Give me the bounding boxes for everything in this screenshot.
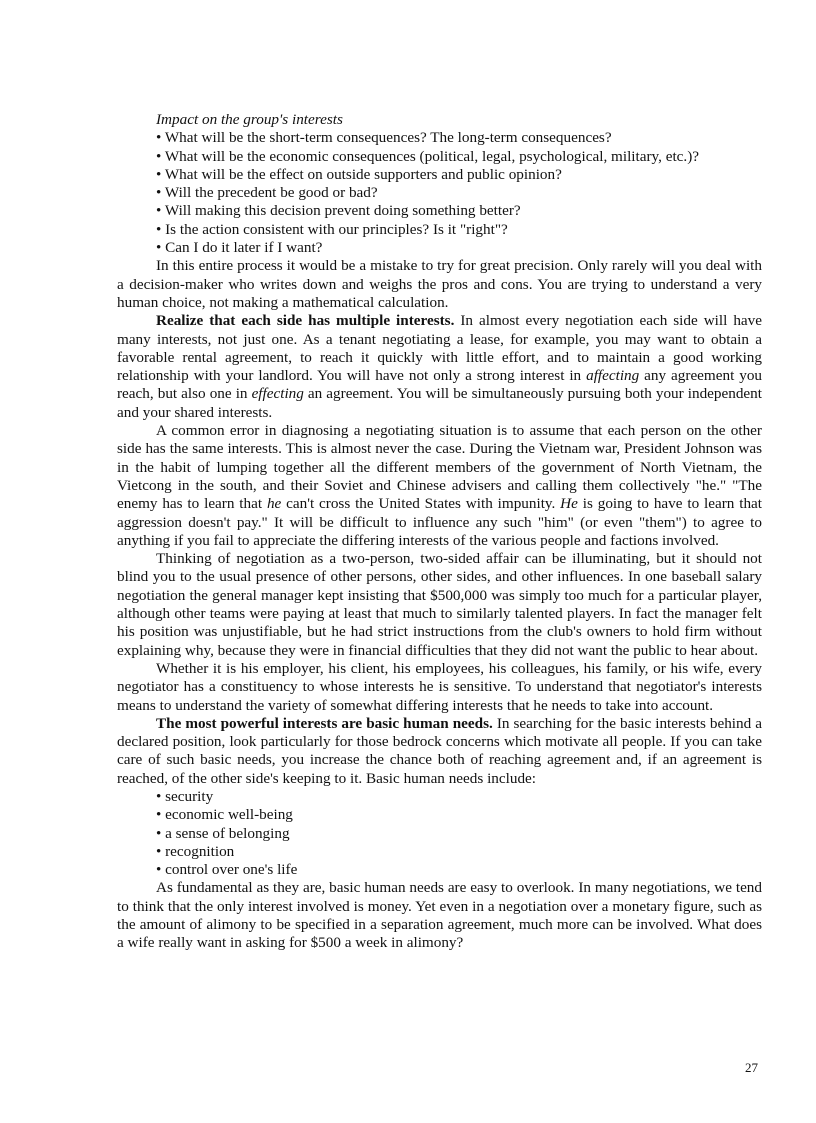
emphasis: affecting <box>586 367 640 385</box>
list-item: • a sense of belonging <box>156 824 290 842</box>
list-item: • What will be the economic consequences (political, legal, psychological, military, etc.)? <box>156 147 700 165</box>
paragraph-constituency: Whether it is his employer, his client, his employees, his colleagues, his family, or his wife, every negotiator has a constituency to whose interests he is sensitive. To understand that negotiator's interests means to understand the variety of somewhat differing interests that he needs to take into account. <box>117 659 762 714</box>
paragraph-text: In almost every negotiation each side will have many interests, not just one. As a tenant negotiating a lease, for example, you may want to obtain a favorable rental agreement, to reach it quickly with little effort, and to maintain a good working relationship with your landlord. You will have not only a strong interest in <box>117 312 762 385</box>
page-number: 27 <box>745 1060 758 1075</box>
list-item: • Will the precedent be good or bad? <box>156 184 378 202</box>
list-item: • recognition <box>156 842 235 860</box>
list-item: • Is the action consistent with our principles? Is it "right"? <box>156 220 508 238</box>
impact-question-list <box>117 129 762 257</box>
paragraph-lead: The most powerful interests are basic human needs. <box>156 714 493 732</box>
emphasis: He <box>560 495 578 513</box>
paragraph-lead: Realize that each side has multiple interests. <box>156 312 455 330</box>
paragraph-text: A common error in diagnosing a negotiating situation is to assume that each person on the other side has the same interests. This is almost never the case. During the Vietnam war, President Johnson was in the habit of lumping together all the different members of the government of North Vietnam, the Vietcong in the south, and their Soviet and Chinese advisers and calling them collectively "he." "The enemy has to learn that <box>117 422 762 513</box>
paragraph-text: is going to have to learn that aggression doesn't pay." It will be difficult to influence any such "him" (or even "them") to agree to anything if you fail to appreciate the differing interests of the various people and factions involved. <box>117 495 762 549</box>
paragraph-precision: In this entire process it would be a mistake to try for great precision. Only rarely will you deal with a decision-maker who writes down and weighs the pros and cons. You are trying to understand a very human choice, not making a mathematical calculation. <box>117 257 762 311</box>
paragraph-text: any agreement you reach, but also one in <box>117 367 763 403</box>
paragraph-two-person: Thinking of negotiation as a two-person, two-sided affair can be illuminating, but it should not blind you to the usual presence of other persons, other sides, and other influences. In one baseball salary negotiation the general manager kept insisting that $500,000 was simply too much for a particular player, although other teams were paying at least that much to similarly talented players. In fact the manager felt his position was unjustifiable, but he had strict instructions from the club's owners to hold firm without explaining why, because they were in financial difficulties that they did not want the public to hear about. <box>117 550 762 659</box>
list-item: • economic well-being <box>156 806 293 824</box>
list-item: • Can I do it later if I want? <box>156 239 323 257</box>
list-item: • What will be the effect on outside supporters and public opinion? <box>156 165 562 183</box>
emphasis: effecting <box>251 385 304 403</box>
paragraph-basic-needs <box>117 715 762 788</box>
emphasis: he <box>266 495 282 513</box>
paragraph-text: In searching for the basic interests behind a declared position, look particularly for those bedrock concerns which motivate all people. If you can take care of such basic needs, you increase the chance both of reaching agreement and, if an agreement is reached, of the other side's keeping to it. Basic human needs include: <box>117 714 762 787</box>
paragraph-overlook: As fundamental as they are, basic human needs are easy to overlook. In many negotiations, we tend to think that the only interest involved is money. Yet even in a negotiation over a monetary figure, such as the amount of alimony to be specified in a separation agreement, much more can be involved. What does a wife really want in asking for $500 a week in alimony? <box>117 879 762 952</box>
list-item: • security <box>156 787 214 805</box>
paragraph-text: an agreement. You will be simultaneously pursuing both your independent and your shared interests. <box>117 385 762 421</box>
list-item: • control over one's life <box>156 861 298 879</box>
list-item: • What will be the short-term consequences? The long-term consequences? <box>156 129 612 147</box>
paragraph-text: can't cross the United States with impunity. <box>281 495 561 513</box>
paragraph-common-error <box>117 422 762 550</box>
paragraph-multiple-interests <box>117 312 762 422</box>
section-heading: Impact on the group's interests <box>156 111 343 128</box>
basic-needs-list <box>117 788 762 879</box>
page-body <box>117 111 762 953</box>
list-item: • Will making this decision prevent doing something better? <box>156 202 521 220</box>
